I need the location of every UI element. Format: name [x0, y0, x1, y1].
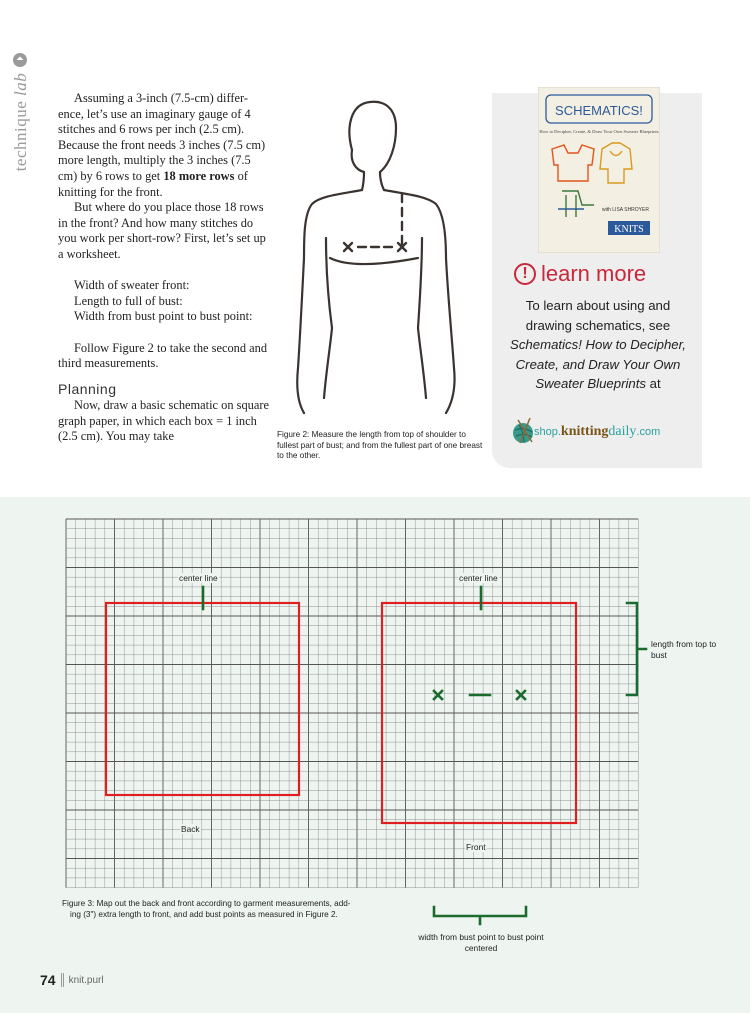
- magazine-name: knit.purl: [68, 974, 104, 986]
- front-label: Front: [466, 842, 486, 852]
- paragraph-2: But where do you place those 18 rows in the front? And how many stitches do you work per short-row? First, let’s set up a worksheet.: [58, 200, 266, 261]
- paragraph-3: Follow Figure 2 to take the second and third measurements.: [58, 340, 268, 371]
- section-label: [6, 52, 36, 192]
- length-label: length from top to bust: [651, 639, 717, 660]
- center-line-back-label: center line: [179, 573, 218, 583]
- heading-planning: Planning: [58, 380, 117, 397]
- back-outline: [106, 603, 299, 795]
- paragraph-1: Assuming a 3-inch (7.5-cm) differ-ence, let’s use an imaginary gauge of 4 stitches and 6 rows per inch (2.5 cm). Because the front needs 3 inches (7.5 cm) more length, multiply the 3 inches (7.5 cm) by 6 rows to get 18 more rows of knitting for the front.: [58, 91, 266, 199]
- figure-2-body-sketch: [280, 98, 480, 423]
- width-label: width from bust point to bust point centered: [418, 932, 544, 953]
- sidebar-text: To learn about using and drawing schematics, see Schematics! How to Decipher, Create, and Draw Your Own Sweater Blueprints at: [510, 298, 686, 392]
- bold-rows: 18 more rows: [163, 168, 235, 183]
- section-label-part1: technique: [11, 100, 30, 172]
- page-footer: [40, 970, 104, 990]
- book-title: SCHEMATICS!: [555, 103, 643, 118]
- figure-3-caption: Figure 3: Map out the back and front according to garment measurements, add- ing (3") extra length to front, and add bust points as measured in Figure 2.: [62, 899, 351, 919]
- section-label-part2: lab: [11, 72, 30, 96]
- graph-paper-schematic: [0, 497, 750, 1013]
- graph-grid: [66, 519, 638, 888]
- book-publisher: KNITS: [614, 224, 644, 235]
- play-arrow-icon: [12, 52, 28, 68]
- paragraph-4: Now, draw a basic schematic on square graph paper, in which each box = 1 inch (2.5 cm). You may take: [58, 398, 269, 444]
- learn-more-text: learn more: [541, 261, 647, 286]
- center-line-front-label: center line: [459, 573, 498, 583]
- book-cover[interactable]: [538, 87, 660, 253]
- book-author: with LISA SHROYER: [602, 207, 649, 213]
- figure-2-caption: Figure 2: Measure the length from top of shoulder to fullest part of bust; and from the fullest part of one breast to the other.: [277, 430, 483, 460]
- exclamation-icon: !: [514, 263, 536, 285]
- list-item: Width from bust point to bust point:: [74, 309, 253, 324]
- bust-point-right-mark: [517, 691, 525, 699]
- bust-point-left-mark: [434, 691, 442, 699]
- book-title-italic: Schematics! How to Decipher, Create, and Draw Your Own Sweater Blueprints: [510, 337, 686, 392]
- width-bracket: [434, 907, 526, 924]
- worksheet-list: [58, 278, 270, 325]
- back-label: Back: [181, 824, 200, 834]
- shop-link[interactable]: shop.knittingdaily.com: [510, 416, 700, 446]
- book-subtitle: How to Decipher, Create, & Draw Your Own Sweater Blueprints: [539, 129, 659, 134]
- body-text: [58, 91, 270, 445]
- list-item: Width of sweater front:: [74, 278, 190, 293]
- length-bracket: [627, 603, 646, 695]
- page-number: 74: [40, 972, 56, 988]
- learn-more-heading[interactable]: [514, 259, 704, 289]
- list-item: Length to full of bust:: [74, 293, 183, 308]
- footer-divider: [61, 973, 64, 987]
